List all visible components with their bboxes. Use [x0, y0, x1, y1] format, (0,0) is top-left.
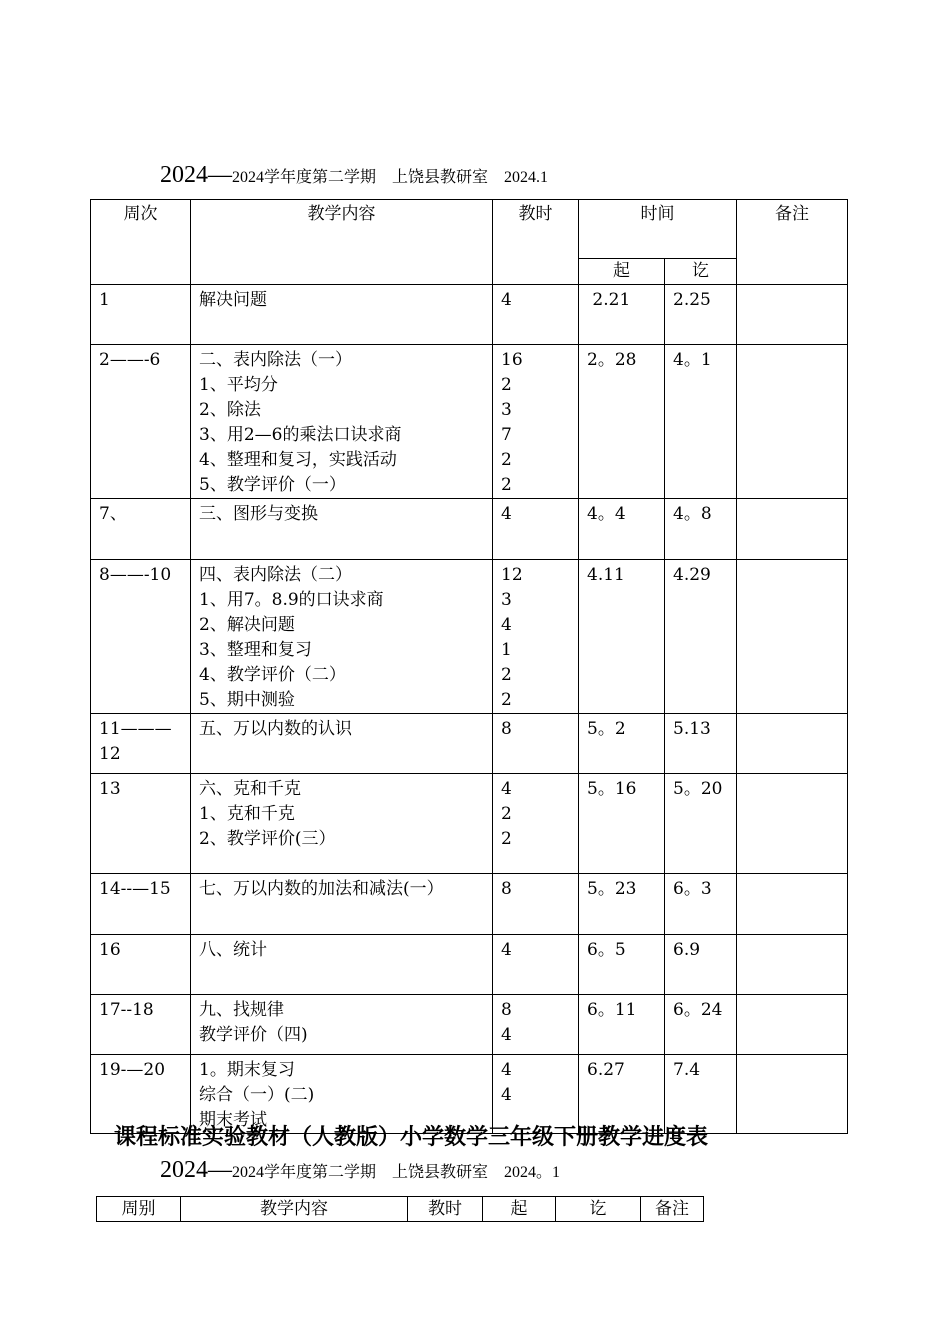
cell-note [737, 935, 848, 995]
cell-hours [493, 714, 579, 774]
term-year: 2024— [160, 162, 232, 188]
cell-end: 5。20 [665, 774, 737, 874]
cell-content-line: 2、解决问题 [199, 615, 295, 635]
cell-content-line: 解决问题 [199, 290, 267, 310]
cell-note [737, 714, 848, 774]
cell-content-line: 1、用7。8.9的口诀求商 [199, 590, 384, 610]
cell-week [91, 714, 191, 774]
cell-note [737, 345, 848, 499]
cell-content-line: 3、整理和复习 [199, 640, 312, 660]
cell-week-line: 14--—15 [99, 879, 171, 899]
cell-note [737, 995, 848, 1055]
cell-end: 4。8 [665, 499, 737, 560]
cell-content [191, 714, 493, 774]
cell-hours-line: 1 [501, 640, 512, 660]
cell-note [737, 499, 848, 560]
cell-content-line: 三、图形与变换 [199, 504, 318, 524]
cell-hours-line: 2 [501, 665, 512, 685]
cell-note [737, 285, 848, 345]
cell-note [737, 774, 848, 874]
cell-end: 5.13 [665, 714, 737, 774]
cell-hours-line: 8 [501, 879, 512, 899]
cell-start: 6。5 [579, 935, 665, 995]
cell-end: 4.29 [665, 560, 737, 714]
cell-content-line: 4、教学评价（二） [199, 665, 346, 685]
table-row [91, 874, 848, 935]
cell-content-line: 期末考试 [199, 1110, 267, 1130]
cell-week-line: 7、 [99, 504, 127, 524]
cell-hours-line: 4 [501, 504, 512, 524]
cell-week [91, 995, 191, 1055]
cell-start: 2。28 [579, 345, 665, 499]
cell-hours-line: 2 [501, 804, 512, 824]
header-note: 备注 [737, 200, 848, 285]
cell-week-line: 12 [99, 744, 121, 764]
cell-week [91, 499, 191, 560]
cell-content-line: 2、除法 [199, 400, 261, 420]
term-subtitle-2 [160, 1157, 560, 1184]
cell-hours-line: 2 [501, 375, 512, 395]
cell-week [91, 560, 191, 714]
table-row [91, 345, 848, 499]
cell-start: 5。16 [579, 774, 665, 874]
cell-hours-line: 12 [501, 565, 523, 585]
cell-content [191, 345, 493, 499]
cell-start: 4。4 [579, 499, 665, 560]
cell-content [191, 285, 493, 345]
header-cell: 备注 [641, 1197, 704, 1222]
cell-content [191, 499, 493, 560]
cell-start: 4.11 [579, 560, 665, 714]
cell-content [191, 874, 493, 935]
cell-content-line: 1、平均分 [199, 375, 278, 395]
cell-week [91, 345, 191, 499]
term-year-2: 2024— [160, 1157, 232, 1183]
table-row [91, 285, 848, 345]
header-content: 教学内容 [191, 200, 493, 285]
cell-hours [493, 285, 579, 345]
schedule-table [90, 199, 848, 1134]
cell-end: 4。1 [665, 345, 737, 499]
cell-end: 2.25 [665, 285, 737, 345]
document-title: 课程标准实验教材（人教版）小学数学三年级下册教学进度表 [114, 1125, 709, 1150]
cell-content [191, 995, 493, 1055]
cell-hours [493, 499, 579, 560]
cell-content-line: 1。期末复习 [199, 1060, 295, 1080]
cell-week-line: 11——— [99, 719, 172, 739]
cell-end: 6.9 [665, 935, 737, 995]
cell-week [91, 774, 191, 874]
schedule-table-2 [96, 1196, 704, 1222]
cell-hours-line: 4 [501, 779, 512, 799]
term-info-2: 2024学年度第二学期 上饶县教研室 2024。1 [232, 1164, 561, 1181]
cell-hours-line: 8 [501, 719, 512, 739]
cell-content-line: 五、万以内数的认识 [199, 719, 352, 739]
cell-hours-line: 16 [501, 350, 523, 370]
header-cell: 教学内容 [181, 1197, 408, 1222]
cell-hours [493, 995, 579, 1055]
cell-week-line: 19-—20 [99, 1060, 166, 1080]
table-row [91, 714, 848, 774]
cell-content-line: 七、万以内数的加法和减法(一） [199, 879, 444, 899]
cell-hours [493, 874, 579, 935]
cell-hours-line: 4 [501, 1060, 512, 1080]
header-end: 讫 [665, 259, 737, 285]
header-time: 时间 [579, 200, 737, 259]
cell-content-line: 3、用2—6的乘法口诀求商 [199, 425, 402, 445]
cell-content-line: 教学评价（四) [199, 1025, 308, 1045]
cell-hours [493, 774, 579, 874]
cell-content-line: 九、找规律 [199, 1000, 284, 1020]
term-subtitle [160, 162, 548, 189]
cell-hours-line: 2 [501, 690, 512, 710]
cell-week-line: 16 [99, 940, 121, 960]
cell-hours-line: 3 [501, 590, 512, 610]
cell-note [737, 560, 848, 714]
cell-note [737, 1055, 848, 1134]
cell-week-line: 13 [99, 779, 121, 799]
header-hours: 教时 [493, 200, 579, 285]
header-cell: 周别 [97, 1197, 181, 1222]
cell-content-line: 六、克和千克 [199, 779, 301, 799]
cell-start: 2.21 [579, 285, 665, 345]
cell-content-line: 综合（一）(二) [199, 1085, 315, 1105]
cell-content-line: 二、表内除法（一） [199, 350, 352, 370]
cell-content-line: 1、克和千克 [199, 804, 295, 824]
cell-week-line: 8——-10 [99, 565, 172, 585]
cell-hours-line: 4 [501, 290, 512, 310]
table-row [91, 560, 848, 714]
header-cell: 起 [483, 1197, 556, 1222]
cell-start: 5。2 [579, 714, 665, 774]
cell-content [191, 935, 493, 995]
cell-week-line: 17--18 [99, 1000, 154, 1020]
cell-week-line: 2——-6 [99, 350, 161, 370]
cell-end: 6。3 [665, 874, 737, 935]
table-header-row [97, 1197, 704, 1222]
cell-hours-line: 7 [501, 425, 512, 445]
cell-content-line: 4、整理和复习，实践活动 [199, 450, 397, 470]
cell-hours-line: 2 [501, 475, 512, 495]
header-cell: 教时 [408, 1197, 483, 1222]
cell-hours-line: 2 [501, 450, 512, 470]
cell-end: 7.4 [665, 1055, 737, 1134]
header-week: 周次 [91, 200, 191, 285]
cell-week-line: 1 [99, 290, 110, 310]
cell-content [191, 774, 493, 874]
cell-start: 6。11 [579, 995, 665, 1055]
cell-start: 6.27 [579, 1055, 665, 1134]
cell-content-line: 八、统计 [199, 940, 267, 960]
cell-start: 5。23 [579, 874, 665, 935]
cell-content-line: 2、教学评价(三） [199, 829, 336, 849]
cell-week [91, 285, 191, 345]
table-row [91, 935, 848, 995]
cell-hours-line: 3 [501, 400, 512, 420]
cell-hours [493, 560, 579, 714]
cell-note [737, 874, 848, 935]
cell-hours-line: 4 [501, 615, 512, 635]
table-row [91, 774, 848, 874]
cell-hours [493, 935, 579, 995]
cell-hours-line: 4 [501, 1085, 512, 1105]
cell-hours-line: 2 [501, 829, 512, 849]
cell-hours [493, 345, 579, 499]
cell-content-line: 5、教学评价（一） [199, 475, 346, 495]
cell-content-line: 5、期中测验 [199, 690, 295, 710]
cell-hours-line: 4 [501, 1025, 512, 1045]
cell-hours-line: 8 [501, 1000, 512, 1020]
cell-week [91, 874, 191, 935]
header-start: 起 [579, 259, 665, 285]
cell-week [91, 935, 191, 995]
table-row [91, 499, 848, 560]
header-cell: 讫 [556, 1197, 641, 1222]
cell-end: 6。24 [665, 995, 737, 1055]
cell-content-line: 四、表内除法（二） [199, 565, 352, 585]
cell-content [191, 560, 493, 714]
cell-hours-line: 4 [501, 940, 512, 960]
table-row [91, 995, 848, 1055]
term-info: 2024学年度第二学期 上饶县教研室 2024.1 [232, 169, 549, 186]
